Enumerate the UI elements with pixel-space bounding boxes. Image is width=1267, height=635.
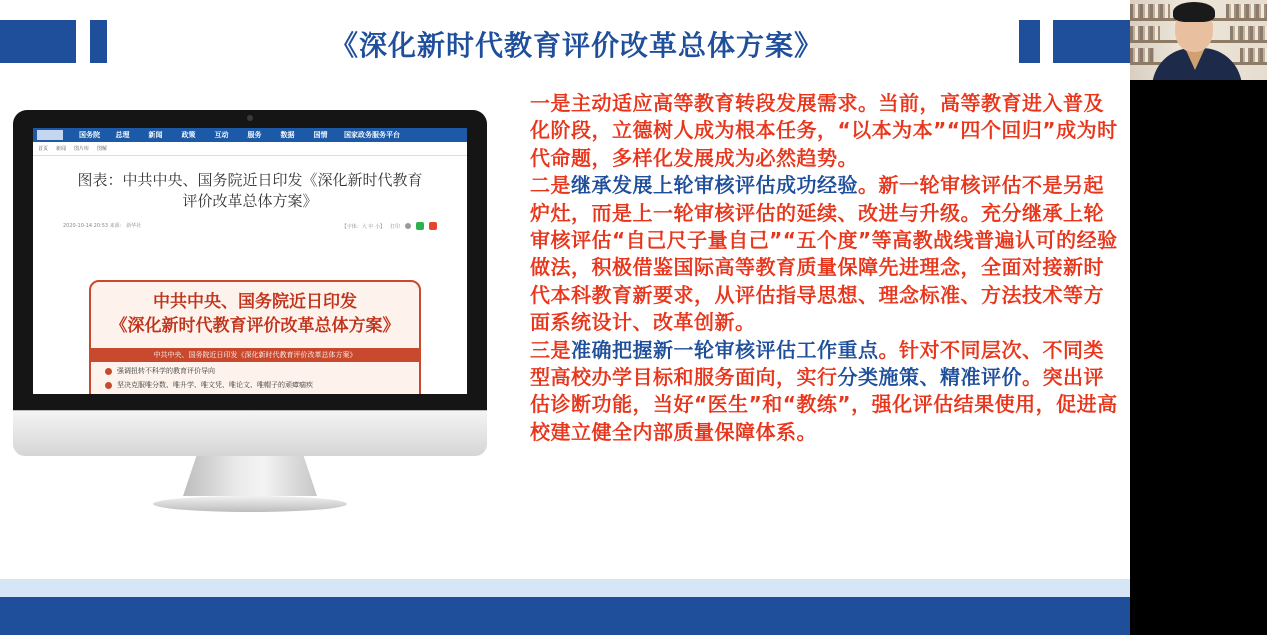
paragraph-2 — [530, 172, 1120, 336]
presenter-video-feed — [1130, 0, 1267, 80]
print-link: 打印 — [389, 223, 400, 230]
monitor-illustration — [13, 110, 487, 455]
paragraph-3-lead-c: 。 — [878, 337, 899, 362]
books — [1240, 48, 1267, 62]
nav-item-6: 数据 — [280, 131, 295, 139]
paragraph-3-text-a: 针对不同层次、不同类型高校办学目标和服务面向，实行 — [530, 337, 1104, 390]
paragraph-3-lead-a: 三是 — [530, 337, 571, 362]
camera-icon — [247, 115, 253, 121]
nav-item-2: 新闻 — [148, 131, 163, 139]
article-title — [33, 170, 467, 212]
presenter-hair — [1173, 2, 1215, 22]
paragraph-1 — [530, 90, 1120, 172]
website-screenshot — [33, 128, 467, 394]
nav-item-5: 服务 — [247, 131, 262, 139]
breadcrumb — [33, 142, 467, 156]
monitor-base — [153, 496, 347, 512]
wechat-icon — [416, 222, 424, 230]
paragraph-2-lead-b: 继承发展上轮审核评估成功经验 — [571, 173, 858, 198]
article-tools — [342, 222, 437, 230]
font-size-control: 【字体：大 中 小】 — [341, 223, 385, 230]
poster-item — [91, 380, 419, 390]
article-title-line-2: 评价改革总体方案》 — [182, 192, 318, 210]
site-nav-bar — [33, 128, 467, 142]
paragraph-3 — [530, 337, 1120, 447]
books — [1230, 26, 1267, 40]
nav-item-1: 总理 — [115, 131, 130, 139]
share-icon — [405, 223, 411, 229]
video-area-background — [1130, 80, 1267, 635]
slide-title: 《深化新时代教育评价改革总体方案》 — [330, 29, 824, 62]
nav-item-8: 国家政务服务平台 — [344, 131, 400, 139]
nav-item-0: 国务院 — [79, 131, 100, 139]
monitor-stand — [183, 456, 317, 496]
header-bar-right-small — [1019, 20, 1040, 63]
breadcrumb-item: 图片库 — [74, 146, 90, 152]
poster-item-text: 坚决克服唯分数、唯升学、唯文凭、唯论文、唯帽子的顽瘴痼疾 — [117, 381, 313, 389]
site-logo-icon — [37, 130, 63, 140]
breadcrumb-item: 新闻 — [56, 146, 67, 152]
paragraph-2-text: 新一轮审核评估不是另起炉灶，而是上一轮审核评估的延续、改进与升级。充分继承上轮审核评估“自己尺子量自己”“五个度”等高教战线普遍认可的经验做法，积极借鉴国际高等教育质量保障先进理念，全面对接新时代本科教育新要求，从评估指导思想、理念标准、方法技术等方面系统设计、改革创新。 — [530, 173, 1118, 335]
paragraph-3-text-b: 分类施策、精准评价 — [837, 365, 1022, 390]
books — [1226, 4, 1267, 18]
books — [1130, 4, 1170, 18]
policy-poster — [89, 280, 421, 394]
paragraph-1-text: 当前，高等教育进入普及化阶段，立德树人成为根本任务，“以本为本”“四个回归”成为时代命题，多样化发展成为必然趋势。 — [530, 91, 1118, 170]
nav-item-4: 互动 — [214, 131, 229, 139]
poster-title-line-1: 中共中央、国务院近日印发 — [153, 292, 357, 312]
poster-band: 中共中央、国务院近日印发《深化新时代教育评价改革总体方案》 — [91, 348, 419, 362]
article-meta — [33, 222, 467, 230]
bullet-icon — [105, 382, 112, 389]
article-date: 2020-10-14 20:53 来源： 新华社 — [63, 223, 142, 229]
paragraph-1-lead: 一是主动适应高等教育转段发展需求。 — [530, 91, 879, 115]
monitor-chin — [13, 410, 487, 456]
footer-band-light — [0, 579, 1130, 597]
poster-item-text: 强调扭转不科学的教育评价导向 — [117, 367, 215, 375]
article-title-line-1: 图表：中共中央、国务院近日印发《深化新时代教育 — [77, 171, 423, 189]
breadcrumb-item: 图解 — [97, 146, 108, 152]
paragraph-3-text-c: 。突出评估诊断功能，当好“医生”和“教练”，强化评估结果使用，促进高校建立健全内部质量保障体系。 — [530, 365, 1118, 444]
breadcrumb-item: 首页 — [38, 146, 49, 152]
bullet-icon — [105, 368, 112, 375]
books — [1130, 48, 1154, 62]
poster-item — [91, 366, 419, 376]
footer-band-dark — [0, 597, 1130, 635]
paragraph-2-lead-c: 。 — [858, 173, 879, 198]
poster-title-line-2: 《深化新时代教育评价改革总体方案》 — [110, 316, 400, 336]
books — [1130, 26, 1160, 40]
weibo-icon — [429, 222, 437, 230]
paragraph-2-lead-a: 二是 — [530, 173, 571, 198]
slide-body — [530, 90, 1120, 446]
paragraph-3-lead-b: 准确把握新一轮审核评估工作重点 — [571, 337, 879, 362]
nav-item-3: 政策 — [181, 131, 196, 139]
header-bar-left-small — [90, 20, 107, 63]
nav-item-7: 国情 — [313, 131, 328, 139]
header-bar-left — [0, 20, 76, 63]
header-bar-right — [1053, 20, 1130, 63]
